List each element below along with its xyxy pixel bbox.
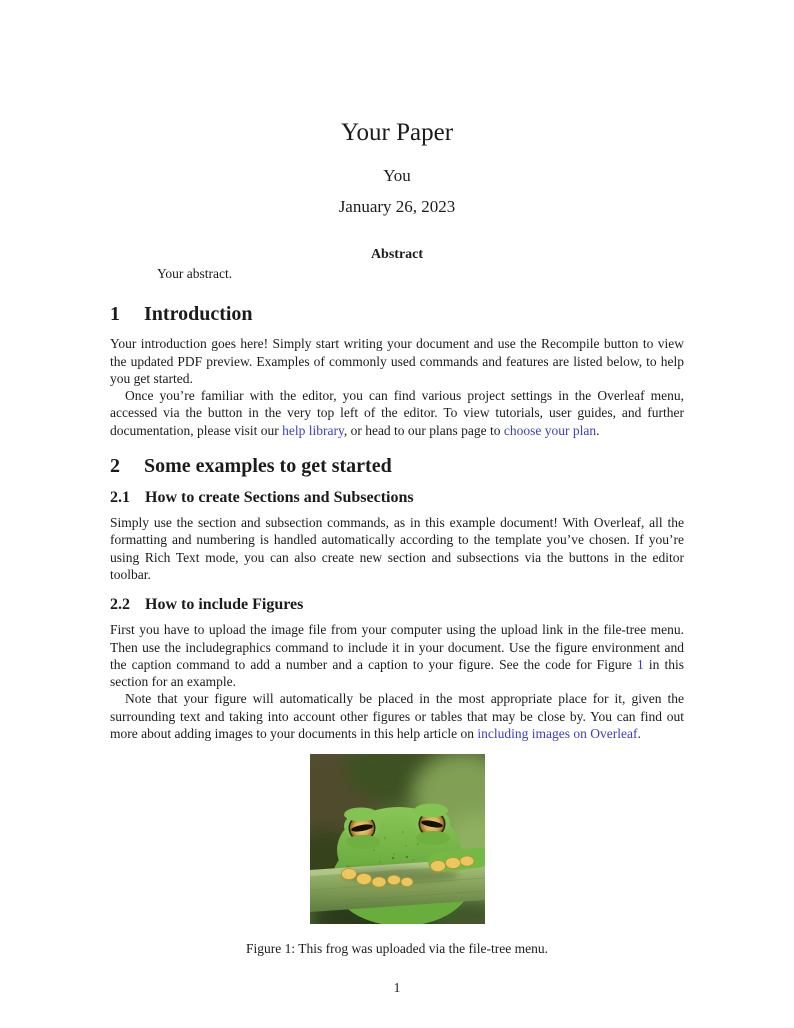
figure-1-caption: Figure 1: This frog was uploaded via the file-tree menu. [246,941,548,957]
figures-paragraph-1-text: First you have to upload the image file from your computer using the upload link in the file-tree menu. Then use the includegraphics command to include it in your document. Use the figure environment and the caption command to add a number and a caption to your figure. See the code for Figure [110,622,684,672]
paper-author: You [383,166,411,185]
choose-your-plan-link[interactable]: choose your plan [503,422,597,438]
subsection-2-2-title: How to include Figures [145,596,304,614]
abstract-text: Your abstract. [157,266,233,281]
section-2-heading [110,454,684,478]
frog-photo [310,754,485,924]
section-1-title: Introduction [144,303,253,326]
help-library-link[interactable]: help library [282,422,344,438]
intro-paragraph-2-text: , or head to our plans page to [343,422,504,438]
section-2-number: 2 [110,455,120,478]
paper-title: Your Paper [340,119,454,146]
section-2-title: Some examples to get started [144,455,392,478]
intro-paragraph-2 [110,387,684,439]
intro-paragraph-2-text: . [596,422,600,438]
intro-paragraph-1: Your introduction goes here! Simply start writing your document and use the Recompile button to view the updated PDF preview. Examples of commonly used commands and features are listed below, to help you get started. [110,336,684,386]
frog-left-eye [344,808,380,850]
figures-paragraph-1-text: in this section for an example. [110,656,684,690]
frog-right-eye [414,804,450,846]
subsection-2-1-number: 2.1 [110,489,130,507]
intro-paragraph-2-text: Once you’re familiar with the editor, you can find various project settings in the Overleaf menu, accessed via the button in the very top left of the editor. To view tutorials, user guides, and further documentation, please visit our [110,388,684,438]
sections-paragraph: Simply use the section and subsection commands, as in this example document! With Overleaf, all the formatting and numbering is handled automatically according to the template you’ve chosen. If you’re using Rich Text mode, you can also create new section and subsections via the buttons in the editor toolbar. [110,515,684,582]
subsection-2-2-heading [110,595,684,614]
paper-date: January 26, 2023 [338,197,456,216]
figures-paragraph-2-text: . [637,726,641,742]
subsection-2-1-title: How to create Sections and Subsections [145,489,414,507]
figures-paragraph-2 [110,690,684,742]
including-images-overleaf-link[interactable]: including images on Overleaf [477,726,638,742]
figure-1-reference-link[interactable]: 1 [637,656,644,672]
figures-paragraph-2-text: Note that your figure will automatically be placed in the most appropriate place for it, given the surrounding text and taking into account other figures or tables that may be close by. You can find out more about adding images to your documents in this help article on [110,691,684,742]
page-number: 1 [393,980,401,995]
subsection-2-1-heading [110,488,684,507]
figure-1 [110,754,684,924]
subsection-2-2-number: 2.2 [110,596,130,614]
section-1-number: 1 [110,303,120,326]
abstract-heading: Abstract [370,247,424,262]
section-1-heading [110,302,684,326]
figures-paragraph-1 [110,621,684,690]
